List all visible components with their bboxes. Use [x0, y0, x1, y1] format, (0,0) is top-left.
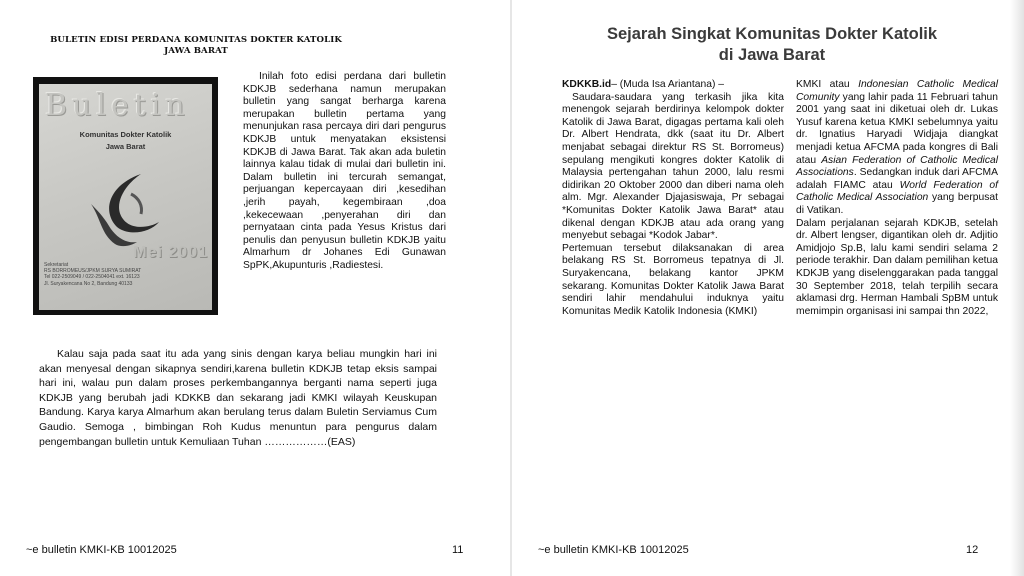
intro-text: Inilah foto edisi perdana dari bulletin KDKJB sederhana namun merupakan bulletin yang sangat berharga karena merupakan bulletin pertama yang menunjukan rasa percaya diri dari pengurus KDKJB untuk menyatakan eksistensi KDKJB di Jawa Barat. Tak akan ada buletin lainnya kalau tidak di mulai dari bulletin ini. Dalam bulletin ini tercurah semangat, perjuangan kepercayaan diri ,kesedihan ,jerih payah, kegembiraan ,doa ,kekecewaan ,penyerahan diri dan pernyataan cinta pada Yesus Kristus dari penulis dan penyusun bulletin KDKJB yaitu Almarhum dr Johanes Edi Gunawan SpPK,Akupunturis ,Radiestesi.	[243, 71, 446, 271]
footer-left: ~e bulletin KMKI-KB 10012025	[26, 544, 177, 556]
intro-paragraph	[243, 71, 446, 273]
cover-watermark: Buletin	[45, 88, 190, 123]
column-1-paragraph-1: Saudara-saudara yang terkasih jika kita menengok sejarah berdirinya kelompok dokter Katolik di Jawa Barat, digagas pertama kali oleh Dr. Albert Hendrata, dkk (saat itu Dr. Albert menjabat sebagai direktur RS St. Borromeus) sepulang mengikuti kongres dokter Katolik di Malaysia pertengahan tahun 2000, lalu resmi didirikan 20 Oktober 2000 dan diberi nama oleh alm. Mgr. Alexander Djajasiswaja, Pr sebagai *Komunitas Dokter Katolik Jawa Barat* atau dikenal dengan KDKJB atau ada orang yang menyebut sebagai *Kodok Jabar*.	[562, 91, 784, 242]
byline-author: – (Muda Isa Ariantana) –	[611, 79, 724, 90]
byline-source: KDKKB.id	[562, 79, 612, 90]
column-2-paragraph-2: Dalam perjalanan sejarah KDKJB, setelah dr. Albert lengser, digantikan oleh dr. Adjitio Amidjojo Sp.B, lalu kami sendiri selama 2 periode terakhir. Dan dalam pemilihan ketua KDKJB yang diselenggarakan pada tanggal 30 September 2018, telah terpilih secara aklamasi drg. Herman Hambali SpBM untuk memimpin organisasi ini sampai thn 2022,	[796, 217, 998, 317]
second-paragraph	[39, 347, 437, 449]
page-number: 12	[966, 544, 979, 556]
italic-run: Asian Federation of Catholic Medical Associations	[796, 154, 998, 179]
cover-logo-icon	[71, 164, 181, 254]
cover-org-name: Komunitas Dokter Katolik	[79, 130, 172, 139]
article-column-1	[562, 79, 784, 318]
bulletin-header	[26, 35, 366, 57]
column-2-paragraph-1	[796, 79, 998, 218]
page-number: 11	[452, 544, 464, 556]
cover-address-line: Tel 022-2509049 / 022-2504041 ext. 16123	[44, 274, 140, 281]
text-run: yang berpusat di Vatikan.	[796, 192, 998, 216]
cover-address-line: Sekretariat	[44, 262, 69, 268]
article-title	[552, 24, 992, 66]
column-1-paragraph-2: Pertemuan tersebut dilaksanakan di area belakang RS St. Borromeus tepatnya di Jl. Suryakencana, belakang kantor JPKM sekarang. Komunitas Dokter Katolik Jawa Barat sendiri lahir mendahului induknya yaitu Komunitas Medik Katolik Indonesia (KMKI)	[562, 242, 784, 317]
italic-run: Indonesian Catholic Medical Comunity	[796, 79, 998, 103]
article-title-line-2: di Jawa Barat	[718, 46, 826, 64]
article-title-line-1: Sejarah Singkat Komunitas Dokter Katolik	[606, 25, 938, 43]
cover-address	[44, 262, 141, 287]
article-column-2	[796, 79, 998, 318]
byline	[562, 79, 784, 92]
left-page	[0, 0, 510, 576]
italic-run: World Federation of Catholic Medical Association	[796, 179, 998, 204]
cover-paper	[39, 84, 212, 310]
bulletin-header-line-2: JAWA BARAT	[164, 46, 228, 56]
cover-address-line: RS BORROMEUS/JPKM SURYA SUMIRAT	[44, 268, 142, 275]
cover-address-line: Jl. Suryakencana No 2, Bandung 40133	[44, 280, 133, 287]
right-page	[512, 0, 1024, 576]
bulletin-header-line-1: BULETIN EDISI PERDANA KOMUNITAS DOKTER KATOLIK	[50, 35, 342, 45]
second-text: Kalau saja pada saat itu ada yang sinis dengan karya beliau mungkin hari ini akan menyesal dengan sikapnya sendiri,karena bulletin KDKJB tetap eksis sampai hari ini, walau pun dalam proses perkembangannya berganti nama seperti juga KDKJB yang berubah jadi KDKKB dan sekarang jadi KMKI wilayah Keuskupan Bandung. Karya karya Almarhum akan berulang terus dalam Buletin Serviamus Cum Gaudio. Semoga , bimbingan Roh Kudus menuntun para pengurus dalam pengembangan bulletin untuk Kemuliaan Tuhan ………………(EAS)	[39, 348, 437, 448]
footer-left: ~e bulletin KMKI-KB 10012025	[538, 544, 689, 556]
text-run: yang lahir pada 11 Februari tahun 2001 yang saat ini diketuai oleh dr. Lukas Yusuf karena ketua KMKI sebelumnya yaitu dr. Ignatius Haryadi Widjaja diangkat menjadi ketua AFCMA pada kongres di Bali atau	[796, 91, 998, 166]
cover-date: Mei 2001	[133, 244, 208, 261]
page-edge-shadow	[1010, 0, 1024, 576]
bulletin-cover-photo	[33, 77, 218, 315]
cover-region: Jawa Barat	[105, 142, 146, 151]
text-run: . Sedangkan induk dari AFCMA adalah FIAMC atau	[796, 167, 998, 191]
text-run: KMKI atau	[796, 79, 859, 90]
